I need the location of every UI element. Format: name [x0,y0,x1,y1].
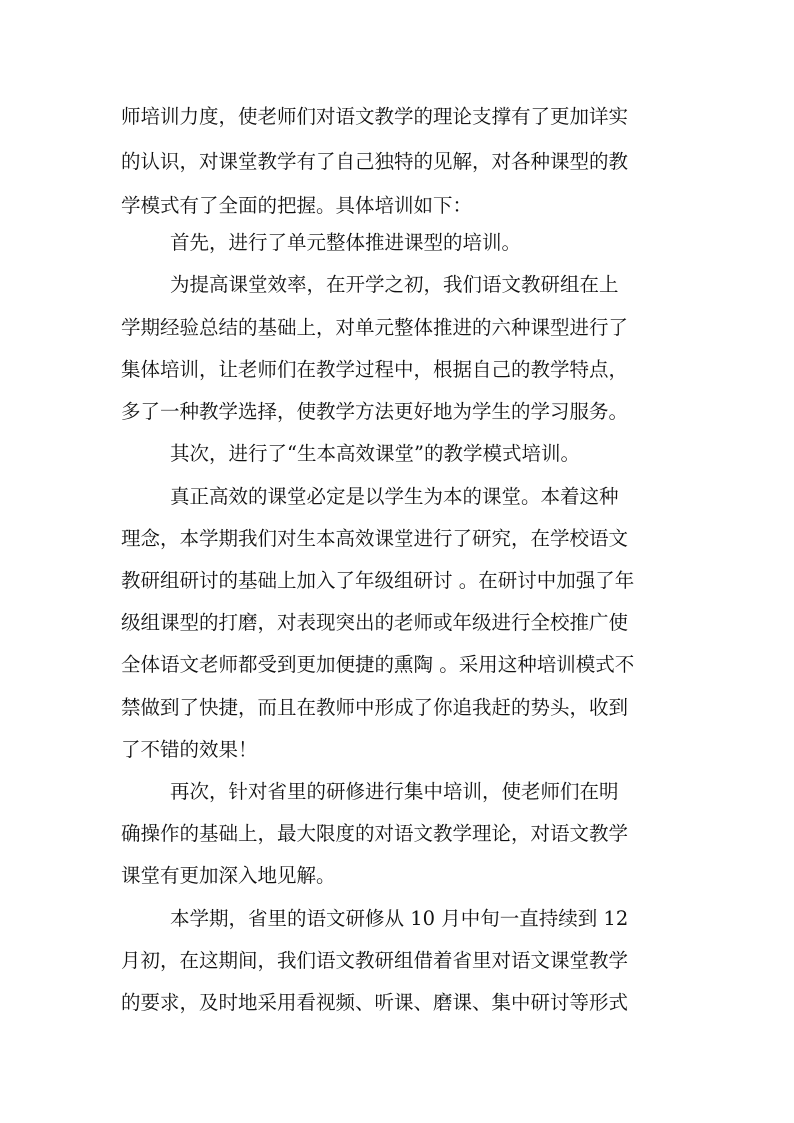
paragraph-start-line: 首先，进行了单元整体推进课型的培训。 [170,231,522,254]
text-line: 教研组研讨的基础上加入了年级组研讨 。在研讨中加强了年 [121,569,635,592]
paragraph-start-line: 其次，进行了“生本高效课堂”的教学模式培训。 [170,442,580,465]
paragraph-start-line: 本学期，省里的语文研修从 10 月中旬一直持续到 12 [170,907,629,930]
text-line: 师培训力度，使老师们对语文教学的理论支撑有了更加详实 [121,105,629,128]
text-line: 禁做到了快捷，而且在教师中形成了你追我赶的势头，收到 [121,696,629,719]
text-line: 理念，本学期我们对生本高效课堂进行了研究，在学校语文 [121,527,629,550]
text-line: 月初，在这期间，我们语文教研组借着省里对语文课堂教学 [121,949,629,972]
text-line: 学模式有了全面的把握。具体培训如下： [121,194,473,217]
paragraph-start-line: 再次，针对省里的研修进行集中培训，使老师们在明 [170,780,619,803]
text-line: 全体语文老师都受到更加便捷的熏陶 。采用这种培训模式不 [121,653,635,676]
paragraph-start-line: 为提高课堂效率，在开学之初，我们语文教研组在上 [170,273,619,296]
text-line: 了不错的效果！ [121,738,258,761]
text-line: 级组课型的打磨，对表现突出的老师或年级进行全校推广使 [121,611,629,634]
text-line: 学期经验总结的基础上，对单元整体推进的六种课型进行了 [121,316,629,339]
text-line: 确操作的基础上，最大限度的对语文教学理论，对语文教学 [121,822,629,845]
text-line: 课堂有更加深入地见解。 [121,864,336,887]
text-line: 集体培训，让老师们在教学过程中，根据自己的教学特点， [121,358,629,381]
paragraph-start-line: 真正高效的课堂必定是以学生为本的课堂。本着这种 [170,485,619,508]
text-line: 的认识，对课堂教学有了自己独特的见解，对各种课型的教 [121,150,629,173]
text-line: 的要求，及时地采用看视频、听课、磨课、集中研讨等形式 [121,991,629,1014]
text-line: 多了一种教学选择，使教学方法更好地为学生的学习服务。 [121,400,629,423]
